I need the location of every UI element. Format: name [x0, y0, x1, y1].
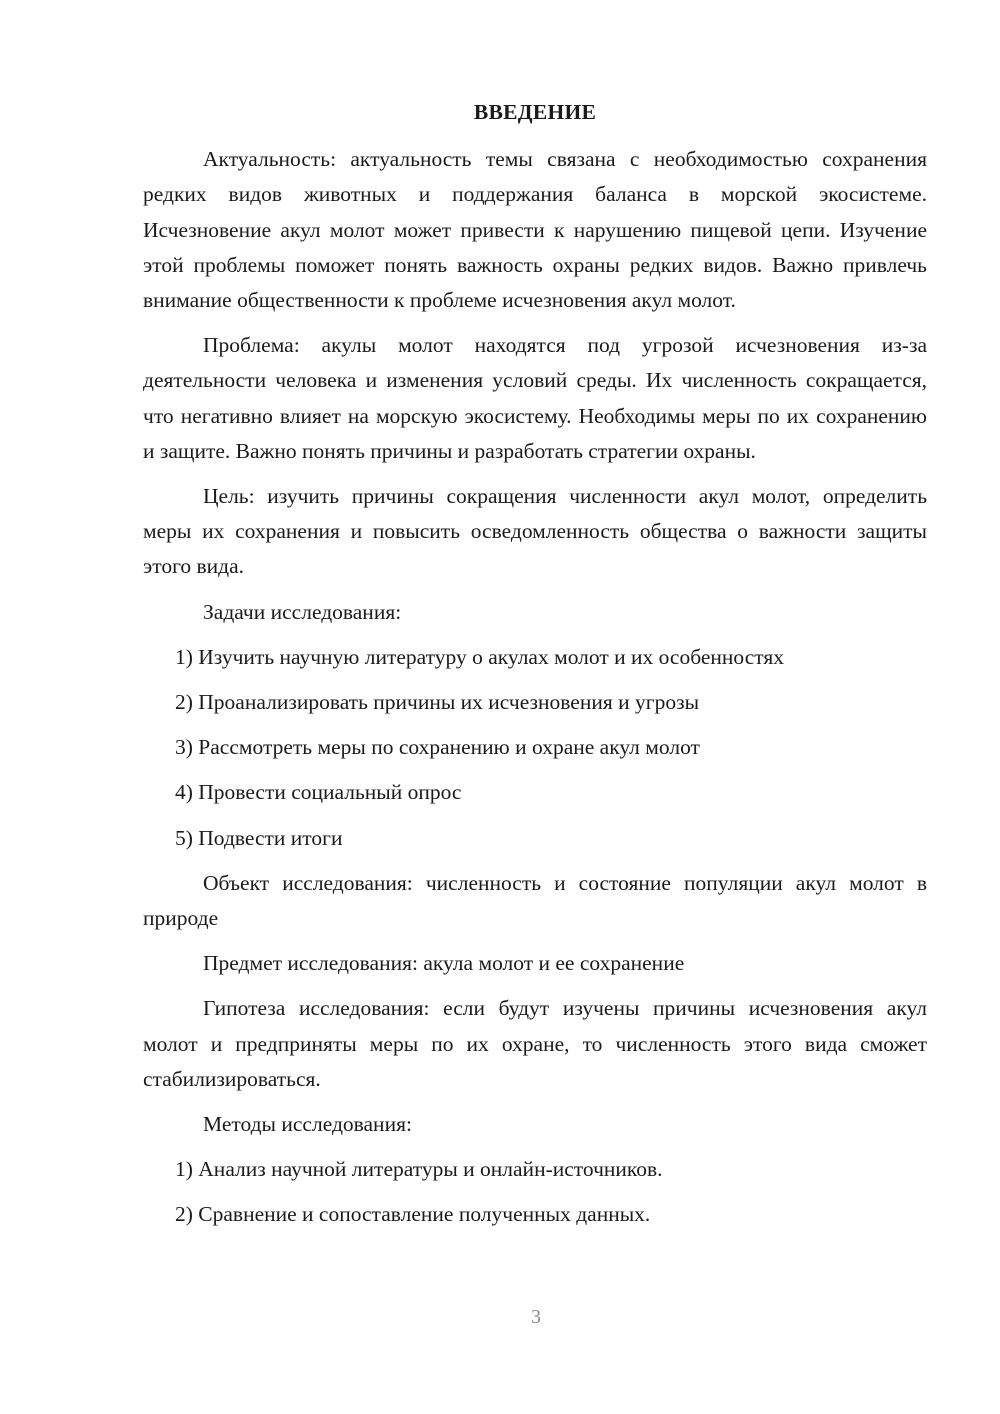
object-paragraph: Объект исследования: численность и состояние популяции акул молот в природе: [143, 870, 927, 931]
task-item: 1) Изучить научную литературу о акулах молот и их особенностях: [175, 644, 785, 669]
goal-paragraph: Цель: изучить причины сокращения численности акул молот, определить меры их сохранения и повысить осведомленность общества о важности защиты этого вида.: [143, 484, 927, 579]
hypothesis-paragraph: Гипотеза исследования: если будут изучены причины исчезновения акул молот и предприняты меры по их охране, то численность этого вида сможет стабилизироваться.: [143, 996, 927, 1091]
tasks-list: [143, 640, 927, 856]
task-item: 5) Подвести итоги: [175, 825, 343, 850]
relevance-paragraph: Актуальность: актуальность темы связана с необходимостью сохранения редких видов животных и поддержания баланса в морской экосистеме. Исчезновение акул молот может привести к нарушению пищевой цепи. Изучение этой проблемы поможет понять важность охраны редких видов. Важно привлечь внимание общественности к проблеме исчезновения акул молот.: [143, 147, 927, 313]
problem-paragraph: Проблема: акулы молот находятся под угрозой исчезновения из-за деятельности человека и изменения условий среды. Их численность сокращается, что негативно влияет на морскую экосистему. Необходимы меры по их сохранению и защите. Важно понять причины и разработать стратегии охраны.: [143, 333, 927, 463]
subject-paragraph: Предмет исследования: акула молот и ее сохранение: [203, 951, 685, 976]
methods-heading: Методы исследования:: [203, 1112, 412, 1137]
task-item: 2) Проанализировать причины их исчезновения и угрозы: [175, 690, 700, 715]
method-item: 2) Сравнение и сопоставление полученных данных.: [175, 1202, 651, 1227]
document-page: [143, 95, 927, 1243]
page-number: 3: [531, 1306, 541, 1328]
method-item: 1) Анализ научной литературы и онлайн-источников.: [175, 1157, 663, 1182]
page-title: ВВЕДЕНИЕ: [473, 100, 597, 124]
methods-list: [143, 1152, 927, 1232]
task-item: 4) Провести социальный опрос: [175, 780, 462, 805]
tasks-heading: Задачи исследования:: [203, 599, 402, 624]
task-item: 3) Рассмотреть меры по сохранению и охране акул молот: [175, 735, 700, 760]
